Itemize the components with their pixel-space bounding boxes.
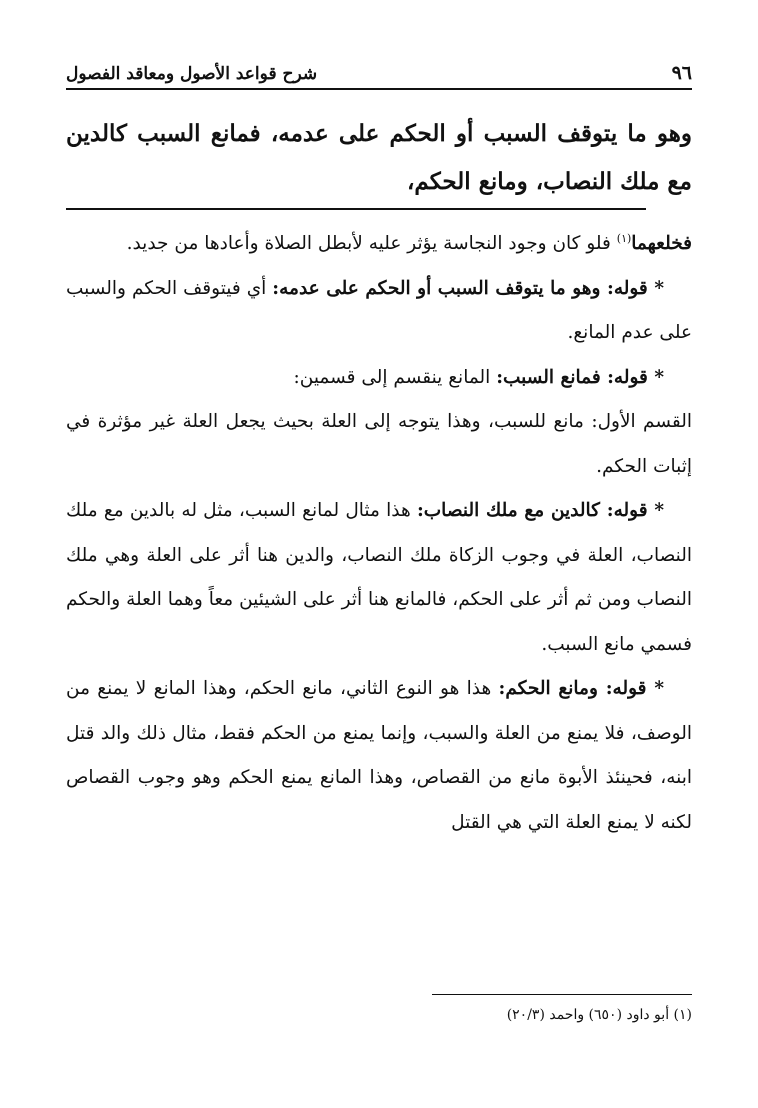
paragraph-2-text: أي فيتوقف الحكم والسبب على عدم المانع. [66,277,692,343]
paragraph-1-lead: فخلعهما [631,233,692,254]
paragraph-6-text: هذا هو النوع الثاني، مانع الحكم، وهذا المانع لا يمنع من الوصف، فلا يمنع من العلة والسبب، وإنما يمنع من الحكم فقط، مثال ذلك والد قتل ابنه، فحينئذ الأبوة مانع من القصاص، وهذا المانع يمنع الحكم وهو وجوب القصاص لكنه لا يمنع العلة التي هي القتل [66,678,692,833]
matn-text: وهو ما يتوقف السبب أو الحكم على عدمه، فمانع السبب كالدين مع ملك النصاب، ومانع الحكم، [66,120,692,195]
running-title: شرح قواعد الأصول ومعاقد الفصول [66,64,318,84]
commentary-body [66,222,692,845]
paragraph-2 [66,267,692,356]
paragraph-5 [66,489,692,667]
footnote: (١) أبو داود (٦٥٠) واحمد (٢٠/٣) [506,1007,692,1023]
paragraph-2-label: * قوله: وهو ما يتوقف السبب أو الحكم على عدمه: [272,277,664,299]
paragraph-5-text: هذا مثال لمانع السبب، مثل له بالدين مع ملك النصاب، العلة في وجوب الزكاة ملك النصاب، والدين هنا أثر على العلة وهي ملك النصاب ومن ثم أثر على الحكم، فالمانع هنا أثر على الشيئين معاً وهما العلة والحكم فسمي مانع السبب. [66,500,692,655]
page-number: ٩٦ [671,62,692,84]
paragraph-6 [66,667,692,845]
page-header [66,58,692,90]
paragraph-4: القسم الأول: مانع للسبب، وهذا يتوجه إلى العلة بحيث يجعل العلة غير مؤثرة في إثبات الحكم. [66,411,692,477]
paragraph-3-text: المانع ينقسم إلى قسمين: [293,366,497,388]
paragraph-1-text: فلو كان وجود النجاسة يؤثر عليه لأبطل الصلاة وأعادها من جديد. [126,233,617,254]
paragraph-6-label: * قوله: ومانع الحكم: [498,678,664,699]
footnote-ref: (١) [616,231,632,245]
paragraph-3-label: * قوله: فمانع السبب: [496,366,664,388]
paragraph-1 [66,222,692,267]
paragraph-3 [66,356,692,401]
paragraph-5-label: * قوله: كالدين مع ملك النصاب: [416,500,664,521]
footnote-divider [432,994,692,995]
matn-divider [66,208,646,210]
